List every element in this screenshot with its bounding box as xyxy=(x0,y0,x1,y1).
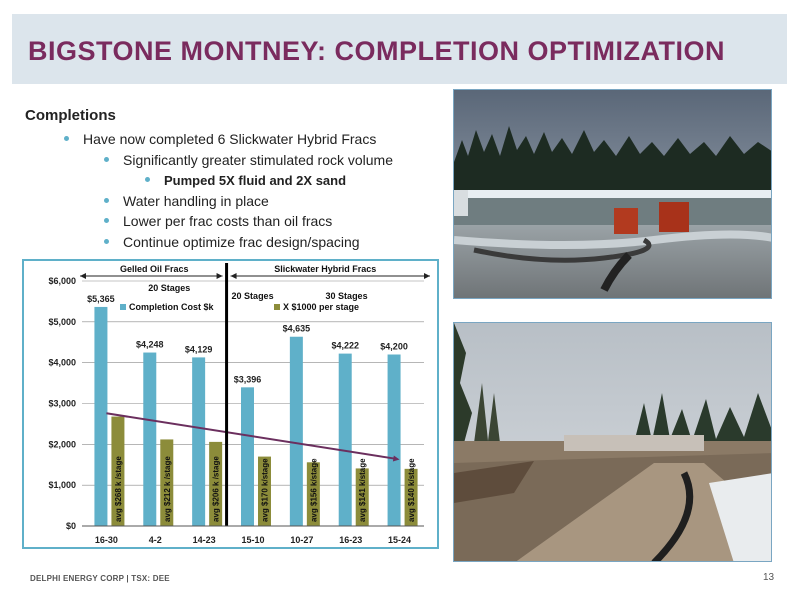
bar-completion-cost xyxy=(94,307,107,526)
bullet-item xyxy=(104,213,332,229)
data-label-per-stage: avg $170 k/stage xyxy=(260,458,270,522)
bullet-text: Continue optimize frac design/spacing xyxy=(123,234,360,250)
data-label-per-stage: avg $156 k/stage xyxy=(309,458,319,522)
data-label-cost: $3,396 xyxy=(233,374,262,385)
bullet-item xyxy=(64,131,376,147)
bullet-icon xyxy=(104,198,109,203)
slickwater-hybrid-fracs-label: Slickwater Hybrid Fracs xyxy=(274,264,377,274)
data-label-cost: $4,635 xyxy=(282,323,311,334)
frac-site-photo-image xyxy=(454,90,772,299)
bullet-icon xyxy=(104,157,109,162)
y-tick-label: $2,000 xyxy=(48,439,76,450)
bullet-text: Water handling in place xyxy=(123,193,269,209)
bullet-item xyxy=(104,193,269,209)
bullet-item xyxy=(104,152,393,168)
completion-cost-chart xyxy=(24,261,437,547)
x-tick-label: 14-23 xyxy=(192,535,216,545)
bullet-text: Pumped 5X fluid and 2X sand xyxy=(164,173,347,188)
data-label-per-stage: avg $141 k/stage xyxy=(358,458,368,522)
data-label-cost: $4,200 xyxy=(380,341,408,352)
slick-bracket-arrow xyxy=(424,273,430,279)
bar-completion-cost xyxy=(339,354,352,526)
bullet-item xyxy=(145,173,346,188)
x-tick-label: 15-24 xyxy=(388,535,412,545)
gelled-bracket-arrow xyxy=(80,273,86,279)
bar-completion-cost xyxy=(241,387,254,526)
x-tick-label: 16-23 xyxy=(339,535,363,545)
y-tick-label: $0 xyxy=(65,521,76,531)
bullet-icon xyxy=(104,239,109,244)
x-tick-label: 15-10 xyxy=(241,535,265,545)
bar-completion-cost xyxy=(143,353,156,526)
stages-30-label: 30 Stages xyxy=(325,291,368,301)
y-tick-label: $1,000 xyxy=(48,480,76,491)
legend-label-cost: Completion Cost $k xyxy=(129,302,214,312)
bullet-icon xyxy=(104,218,109,223)
x-tick-label: 16-30 xyxy=(94,535,118,545)
data-label-cost: $5,365 xyxy=(87,293,115,304)
completions-heading: Completions xyxy=(25,107,116,124)
bullet-icon xyxy=(145,177,150,182)
legend-swatch-cost xyxy=(120,304,126,310)
gelled-bracket-arrow xyxy=(217,273,223,279)
frac-site-photo xyxy=(453,89,772,299)
data-label-cost: $4,222 xyxy=(331,340,359,351)
chart-frame xyxy=(22,259,439,549)
data-label-cost: $4,129 xyxy=(184,344,213,355)
data-label-per-stage: avg $212 k /stage xyxy=(162,456,172,522)
lease-road-photo xyxy=(453,322,772,562)
slick-bracket-arrow xyxy=(231,273,237,279)
footer-company: DELPHI ENERGY CORP | TSX: DEE xyxy=(30,574,170,583)
y-tick-label: $5,000 xyxy=(48,316,76,327)
bar-completion-cost xyxy=(192,357,205,526)
bullet-icon xyxy=(64,136,69,141)
bullet-item xyxy=(104,234,360,250)
legend-swatch-per-stage xyxy=(274,304,280,310)
bar-completion-cost xyxy=(388,355,401,527)
bullet-text: Have now completed 6 Slickwater Hybrid Fracs xyxy=(83,131,377,147)
data-label-cost: $4,248 xyxy=(136,339,164,350)
gelled-oil-fracs-label: Gelled Oil Fracs xyxy=(120,264,189,274)
lease-road-photo-image xyxy=(454,323,772,562)
bar-completion-cost xyxy=(290,337,303,526)
stages-20-gelled-label: 20 Stages xyxy=(148,283,191,293)
data-label-per-stage: avg $206 k /stage xyxy=(211,456,221,522)
x-tick-label: 4-2 xyxy=(148,535,162,545)
y-tick-label: $3,000 xyxy=(48,398,76,409)
x-tick-label: 10-27 xyxy=(290,535,314,545)
bullet-text: Significantly greater stimulated rock volume xyxy=(123,152,394,168)
page-title: BIGSTONE MONTNEY: COMPLETION OPTIMIZATION xyxy=(28,36,725,66)
data-label-per-stage: avg $268 k /stage xyxy=(113,456,123,522)
page-number: 13 xyxy=(763,572,775,583)
data-label-per-stage: avg $140 k/stage xyxy=(407,458,417,522)
legend-label-per-stage: X $1000 per stage xyxy=(283,302,360,312)
stages-20-slick-label: 20 Stages xyxy=(231,291,274,301)
y-tick-label: $4,000 xyxy=(48,357,76,368)
bullet-text: Lower per frac costs than oil fracs xyxy=(123,213,333,229)
y-tick-label: $6,000 xyxy=(48,276,76,286)
